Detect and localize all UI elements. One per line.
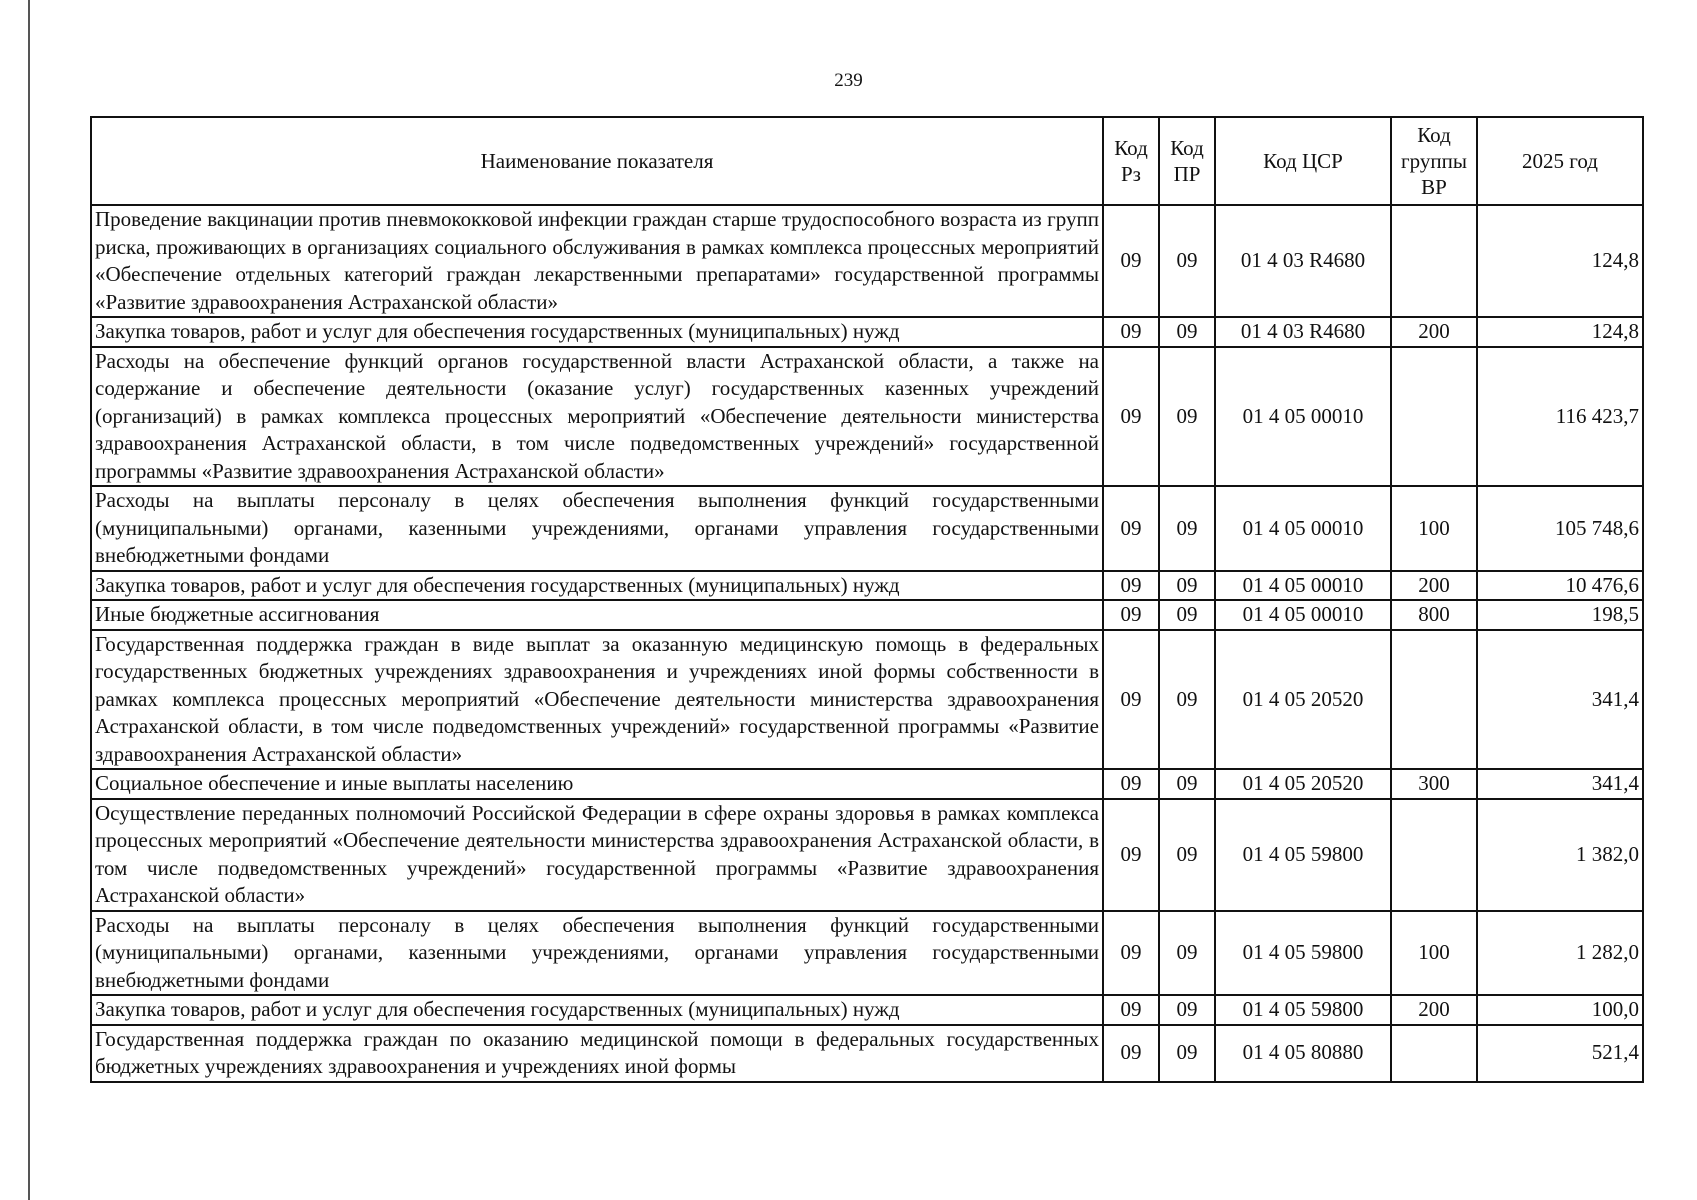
row-amount: 198,5 [1477, 600, 1643, 630]
row-name: Расходы на выплаты персоналу в целях обеспечения выполнения функций государственными (муниципальными) органами, казенными учреждениями, органами управления государственными внебюджетными фондами [91, 486, 1103, 571]
row-vr: 100 [1391, 486, 1477, 571]
row-name: Государственная поддержка граждан в виде выплат за оказанную медицинскую помощь в федеральных государственных бюджетных учреждениях здравоохранения и учреждениях иной формы собственности в рамках комплекса процессных мероприятий «Обеспечение деятельности министерства здравоохранения Астраханской области, в том числе подведомственных учреждений» государственной программы «Развитие здравоохранения Астраханской области» [91, 630, 1103, 770]
row-rz: 09 [1103, 799, 1159, 911]
row-amount: 124,8 [1477, 317, 1643, 347]
table-row [91, 995, 1643, 1025]
row-amount: 1 382,0 [1477, 799, 1643, 911]
row-vr [1391, 205, 1477, 317]
row-amount: 105 748,6 [1477, 486, 1643, 571]
row-vr: 200 [1391, 571, 1477, 601]
row-csr: 01 4 05 00010 [1215, 571, 1391, 601]
row-pr: 09 [1159, 571, 1215, 601]
row-pr: 09 [1159, 630, 1215, 770]
row-name: Закупка товаров, работ и услуг для обеспечения государственных (муниципальных) нужд [91, 571, 1103, 601]
row-csr: 01 4 03 R4680 [1215, 317, 1391, 347]
row-amount: 521,4 [1477, 1025, 1643, 1082]
header-rz: Код Рз [1103, 117, 1159, 205]
row-rz: 09 [1103, 317, 1159, 347]
row-amount: 100,0 [1477, 995, 1643, 1025]
row-csr: 01 4 03 R4680 [1215, 205, 1391, 317]
row-vr: 200 [1391, 317, 1477, 347]
row-rz: 09 [1103, 1025, 1159, 1082]
row-vr [1391, 630, 1477, 770]
row-rz: 09 [1103, 486, 1159, 571]
row-name: Иные бюджетные ассигнования [91, 600, 1103, 630]
row-vr: 100 [1391, 911, 1477, 996]
row-csr: 01 4 05 59800 [1215, 799, 1391, 911]
header-name: Наименование показателя [91, 117, 1103, 205]
header-pr: Код ПР [1159, 117, 1215, 205]
header-csr: Код ЦСР [1215, 117, 1391, 205]
row-pr: 09 [1159, 347, 1215, 487]
table-header-row [91, 117, 1643, 205]
row-amount: 1 282,0 [1477, 911, 1643, 996]
row-pr: 09 [1159, 911, 1215, 996]
budget-table [90, 116, 1644, 1083]
row-csr: 01 4 05 00010 [1215, 347, 1391, 487]
row-amount: 124,8 [1477, 205, 1643, 317]
table-row [91, 347, 1643, 487]
row-rz: 09 [1103, 347, 1159, 487]
row-rz: 09 [1103, 571, 1159, 601]
page-number: 239 [834, 70, 863, 91]
table-row [91, 630, 1643, 770]
row-pr: 09 [1159, 1025, 1215, 1082]
row-pr: 09 [1159, 600, 1215, 630]
row-vr: 800 [1391, 600, 1477, 630]
row-vr: 300 [1391, 769, 1477, 799]
row-name: Расходы на выплаты персоналу в целях обеспечения выполнения функций государственными (муниципальными) органами, казенными учреждениями, органами управления государственными внебюджетными фондами [91, 911, 1103, 996]
row-csr: 01 4 05 59800 [1215, 995, 1391, 1025]
header-vr: Код группы ВР [1391, 117, 1477, 205]
row-vr [1391, 347, 1477, 487]
row-pr: 09 [1159, 995, 1215, 1025]
row-rz: 09 [1103, 205, 1159, 317]
row-vr [1391, 799, 1477, 911]
row-vr [1391, 1025, 1477, 1082]
table-row [91, 911, 1643, 996]
row-amount: 10 476,6 [1477, 571, 1643, 601]
row-csr: 01 4 05 59800 [1215, 911, 1391, 996]
table-row [91, 317, 1643, 347]
row-name: Расходы на обеспечение функций органов государственной власти Астраханской области, а также на содержание и обеспечение деятельности (оказание услуг) государственных казенных учреждений (организаций) в рамках комплекса процессных мероприятий «Обеспечение деятельности министерства здравоохранения Астраханской области, в том числе подведомственных учреждений» государственной программы «Развитие здравоохранения Астраханской области» [91, 347, 1103, 487]
row-csr: 01 4 05 80880 [1215, 1025, 1391, 1082]
row-csr: 01 4 05 20520 [1215, 630, 1391, 770]
binding-margin-line [28, 0, 30, 1200]
row-amount: 341,4 [1477, 769, 1643, 799]
row-name: Осуществление переданных полномочий Российской Федерации в сфере охраны здоровья в рамках комплекса процессных мероприятий «Обеспечение деятельности министерства здравоохранения Астраханской области, в том числе подведомственных учреждений» государственной программы «Развитие здравоохранения Астраханской области» [91, 799, 1103, 911]
row-csr: 01 4 05 00010 [1215, 486, 1391, 571]
row-rz: 09 [1103, 630, 1159, 770]
row-csr: 01 4 05 20520 [1215, 769, 1391, 799]
header-year: 2025 год [1477, 117, 1643, 205]
row-name: Закупка товаров, работ и услуг для обеспечения государственных (муниципальных) нужд [91, 317, 1103, 347]
row-name: Закупка товаров, работ и услуг для обеспечения государственных (муниципальных) нужд [91, 995, 1103, 1025]
row-vr: 200 [1391, 995, 1477, 1025]
row-pr: 09 [1159, 799, 1215, 911]
row-name: Социальное обеспечение и иные выплаты населению [91, 769, 1103, 799]
table-row [91, 486, 1643, 571]
row-csr: 01 4 05 00010 [1215, 600, 1391, 630]
table-row [91, 799, 1643, 911]
row-pr: 09 [1159, 205, 1215, 317]
row-rz: 09 [1103, 995, 1159, 1025]
row-name: Государственная поддержка граждан по оказанию медицинской помощи в федеральных государственных бюджетных учреждениях здравоохранения и учреждениях иной формы [91, 1025, 1103, 1082]
row-amount: 341,4 [1477, 630, 1643, 770]
row-pr: 09 [1159, 317, 1215, 347]
row-rz: 09 [1103, 769, 1159, 799]
row-rz: 09 [1103, 600, 1159, 630]
row-pr: 09 [1159, 769, 1215, 799]
row-rz: 09 [1103, 911, 1159, 996]
table-row [91, 205, 1643, 317]
table-row [91, 769, 1643, 799]
table-row [91, 1025, 1643, 1082]
row-pr: 09 [1159, 486, 1215, 571]
table-row [91, 571, 1643, 601]
table-row [91, 600, 1643, 630]
row-name: Проведение вакцинации против пневмококковой инфекции граждан старше трудоспособного возраста из групп риска, проживающих в организациях социального обслуживания в рамках комплекса процессных мероприятий «Обеспечение отдельных категорий граждан лекарственными препаратами» государственной программы «Развитие здравоохранения Астраханской области» [91, 205, 1103, 317]
row-amount: 116 423,7 [1477, 347, 1643, 487]
